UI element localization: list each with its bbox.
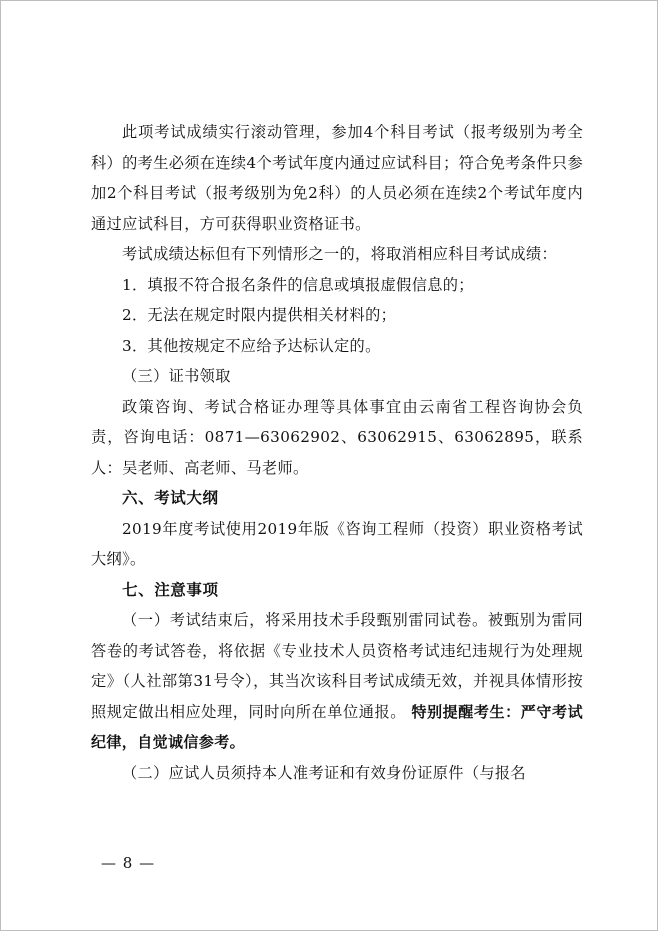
heading-exam-outline: 六、考试大纲 [122, 489, 219, 507]
paragraph-admission-documents: （二）应试人员须持本人准考证和有效身份证原件（与报名 [122, 763, 526, 782]
paragraph-identical-papers [91, 605, 583, 758]
list-item-1: 1．填报不符合报名条件的信息或填报虚假信息的； [122, 275, 474, 294]
list-item-2: 2．无法在规定时限内提供相关材料的； [122, 306, 397, 324]
paragraph-cancel-conditions: 考试成绩达标但有下列情形之一的，将取消相应科目考试成绩： [122, 245, 558, 263]
list-item-3: 3．其他按规定不应给予达标认定的。 [122, 336, 381, 355]
document-body [91, 117, 583, 788]
heading-notes: 七、注意事项 [122, 580, 219, 599]
paragraph-outline: 2019年度考试使用2019年版《咨询工程师（投资）职业资格考试大纲》。 [91, 519, 583, 568]
emphasis-reminder: 特别提醒考生：严守考试纪律，自觉诚信参考。 [91, 702, 584, 751]
subheading-certificate: （三）证书领取 [122, 367, 231, 385]
page-number: — 8 — [101, 854, 156, 872]
paragraph-identical-papers-text: （一）考试结束后，将采用技术手段甄别雷同试卷。被甄别为雷同答卷的考试答卷，将依据《专业技术人员资格考试违纪违规行为处理规定》（人社部第31号令），其当次该科目考试成绩无效，并视具体情形按照规定做出相应处理，同时向所在单位通报。 [91, 611, 583, 721]
paragraph-contact: 政策咨询、考试合格证办理等具体事宜由云南省工程咨询协会负责，咨询电话：0871—63062902、63062915、63062895，联系人：吴老师、高老师、马老师。 [91, 397, 583, 477]
paragraph-score-management: 此项考试成绩实行滚动管理，参加4个科目考试（报考级别为考全科）的考生必须在连续4个考试年度内通过应试科目；符合免考条件只参加2个科目考试（报考级别为免2科）的人员必须在连续2个考试年度内通过应试科目，方可获得职业资格证书。 [91, 123, 583, 233]
